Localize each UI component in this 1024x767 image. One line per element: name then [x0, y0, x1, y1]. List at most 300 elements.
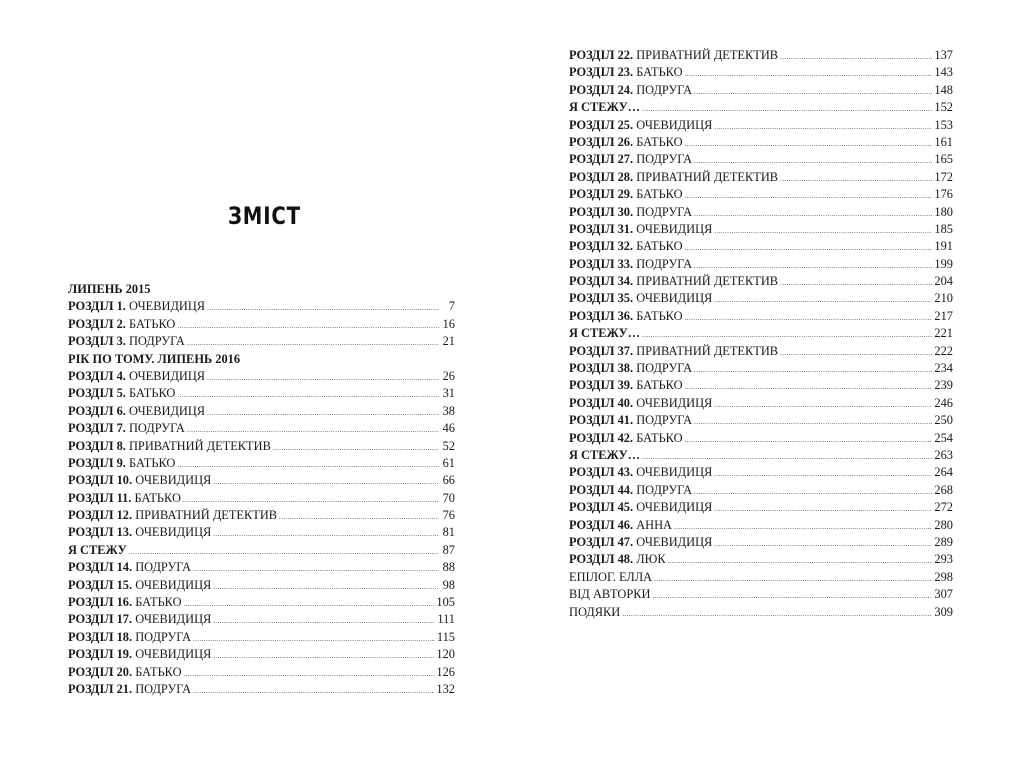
toc-entry-chapter: РОЗДІЛ 41. [569, 413, 634, 428]
toc-entry-label [569, 221, 712, 238]
toc-page-number: 46 [442, 421, 455, 436]
toc-page-number: 268 [934, 482, 953, 497]
toc-entry-label [68, 281, 150, 298]
toc-entry [68, 316, 455, 333]
toc-page-number: 293 [934, 552, 953, 567]
toc-entry-chapter: РОЗДІЛ 21. [68, 681, 133, 696]
toc-entry [569, 308, 953, 325]
toc-entry-label [569, 343, 778, 360]
toc-entry-label [569, 204, 692, 221]
toc-page-number: 98 [442, 577, 455, 592]
toc-entry-label [569, 464, 712, 481]
toc-entry [68, 664, 455, 681]
toc-page-number: 31 [442, 386, 455, 401]
toc-entry-label [569, 569, 652, 586]
toc-page-number: 280 [934, 517, 953, 532]
toc-entry-label [68, 559, 191, 576]
toc-dot-leader [668, 553, 933, 570]
toc-entry [68, 490, 455, 507]
toc-entry-chapter: Я СТЕЖУ… [569, 100, 641, 115]
toc-entry [68, 507, 455, 524]
toc-entry [569, 273, 953, 290]
toc-entry-label [68, 438, 271, 455]
toc-dot-leader [685, 310, 933, 327]
toc-dot-leader [193, 683, 434, 700]
toc-entry [569, 186, 953, 203]
toc-entry-label [569, 117, 712, 134]
toc-entry-label [569, 534, 712, 551]
toc-entry-title: АННА [633, 517, 672, 532]
toc-dot-leader [714, 536, 932, 553]
toc-entry-label [569, 499, 712, 516]
toc-entry-title: ЛЮК [633, 552, 666, 567]
toc-entry-chapter: РОЗДІЛ 20. [68, 664, 133, 679]
toc-entry-title: БАТЬКО [125, 386, 176, 401]
toc-dot-leader [207, 370, 439, 387]
toc-entry-title: ПОДРУГА [633, 361, 693, 376]
toc-entry-label [68, 507, 277, 524]
toc-entry-label [569, 430, 683, 447]
toc-page-number: 204 [934, 274, 953, 289]
toc-entry-chapter: Я СТЕЖУ… [569, 447, 641, 462]
toc-entry-label [569, 360, 692, 377]
toc-entry-title: ПРИВАТНИЙ ДЕТЕКТИВ [633, 169, 779, 184]
toc-dot-leader [652, 588, 932, 605]
toc-page-number: 199 [934, 256, 953, 271]
toc-page-number: 16 [442, 316, 455, 331]
toc-entry-title: БАТЬКО [125, 455, 176, 470]
toc-entry-label [68, 577, 211, 594]
toc-entry-title: ОЧЕВИДИЦЯ [633, 221, 713, 236]
toc-entry-label [569, 256, 692, 273]
toc-entry-title: ОЧЕВИДИЦЯ [132, 612, 212, 627]
toc-page-number: 88 [442, 560, 455, 575]
toc-entry-chapter: РОЗДІЛ 22. [569, 48, 634, 62]
toc-entry-title: БАТЬКО [633, 308, 683, 323]
toc-entry-chapter: РОЗДІЛ 7. [68, 421, 126, 436]
toc-entry-chapter: РОЗДІЛ 29. [569, 187, 634, 202]
toc-page-number: 137 [934, 48, 953, 62]
toc-dot-leader [685, 66, 933, 83]
toc-entry-title: ВІД АВТОРКИ [569, 587, 651, 602]
toc-section-heading [68, 351, 455, 368]
toc-dot-leader [213, 579, 439, 596]
toc-entry-chapter: РОЗДІЛ 2. [68, 316, 126, 331]
toc-page-number: 185 [934, 221, 953, 236]
toc-dot-leader [685, 379, 933, 396]
toc-entry [569, 586, 953, 603]
toc-entry-title: ПОДРУГА [633, 152, 693, 167]
toc-entry-chapter: РОЗДІЛ 6. [68, 403, 126, 418]
toc-entry-chapter: Я СТЕЖУ [68, 542, 127, 557]
toc-dot-leader [780, 345, 932, 362]
toc-page-number: 38 [442, 403, 455, 418]
toc-dot-leader [685, 188, 933, 205]
toc-entry-title: ОЧЕВИДИЦЯ [633, 500, 713, 515]
toc-entry-title: БАТЬКО [132, 664, 182, 679]
toc-dot-leader [694, 414, 932, 431]
toc-entry [569, 64, 953, 81]
toc-entry [569, 360, 953, 377]
toc-entry-label [569, 134, 683, 151]
toc-entry-title: ПОДРУГА [633, 204, 693, 219]
toc-page-number: 153 [934, 117, 953, 132]
toc-entry-chapter: РОЗДІЛ 12. [68, 508, 133, 523]
toc-entry [68, 611, 455, 628]
toc-entry-title: БАТЬКО [633, 430, 683, 445]
toc-entry [569, 343, 953, 360]
toc-entry [569, 117, 953, 134]
toc-entry-label [569, 151, 692, 168]
toc-entry-label [569, 308, 683, 325]
toc-entry-label [569, 169, 778, 186]
toc-page-number: 26 [442, 368, 455, 383]
toc-dot-leader [685, 432, 933, 449]
toc-entry [68, 403, 455, 420]
toc-dot-leader [714, 397, 932, 414]
toc-entry-title: ПОДРУГА [633, 256, 693, 271]
toc-dot-leader [273, 440, 439, 457]
toc-page-number: 165 [934, 152, 953, 167]
toc-entry-chapter: Я СТЕЖУ… [569, 326, 641, 341]
toc-entry [569, 604, 953, 621]
toc-dot-leader [780, 49, 932, 66]
toc-page-number: 234 [934, 361, 953, 376]
toc-entry-label [68, 385, 175, 402]
toc-entry-chapter: РОЗДІЛ 40. [569, 395, 634, 410]
toc-entry-label [68, 351, 240, 368]
toc-page-number: 52 [442, 438, 455, 453]
toc-entry-chapter: РОЗДІЛ 45. [569, 500, 634, 515]
toc-list-left [68, 281, 455, 698]
toc-entry-title: ОЧЕВИДИЦЯ [633, 291, 713, 306]
toc-page-number: 81 [442, 525, 455, 540]
toc-dot-leader [213, 526, 439, 543]
toc-dot-leader [714, 292, 932, 309]
toc-entry [68, 298, 455, 315]
toc-page-number: 7 [448, 299, 455, 314]
toc-entry-chapter: РОЗДІЛ 8. [68, 438, 126, 453]
toc-entry-label [569, 47, 778, 64]
toc-entry [569, 47, 953, 64]
toc-entry-title: БАТЬКО [633, 239, 683, 254]
toc-entry [569, 447, 953, 464]
toc-entry [68, 542, 455, 559]
toc-entry [68, 455, 455, 472]
toc-dot-leader [685, 136, 933, 153]
toc-entry-chapter: РОЗДІЛ 33. [569, 256, 634, 271]
toc-entry-title: БАТЬКО [633, 65, 683, 80]
toc-entry-label [569, 482, 692, 499]
toc-entry-chapter: РОЗДІЛ 25. [569, 117, 634, 132]
toc-dot-leader [694, 84, 932, 101]
toc-entry-label [569, 64, 683, 81]
toc-entry-label [68, 333, 185, 350]
toc-entry-chapter: РОЗДІЛ 38. [569, 361, 634, 376]
toc-dot-leader [622, 606, 932, 623]
toc-entry-chapter: РОЗДІЛ 28. [569, 169, 634, 184]
toc-entry [569, 569, 953, 586]
toc-page-number: 126 [436, 664, 455, 679]
toc-entry-label [68, 472, 211, 489]
toc-dot-leader [193, 631, 435, 648]
toc-dot-leader [213, 648, 434, 665]
toc-entry [569, 551, 953, 568]
toc-entry-label [569, 99, 640, 116]
toc-entry-chapter: РОЗДІЛ 1. [68, 299, 126, 314]
toc-entry-title: ПРИВАТНИЙ ДЕТЕКТИВ [132, 508, 278, 523]
toc-entry-title: ПОДРУГА [633, 82, 693, 97]
toc-entry-label [68, 664, 182, 681]
toc-entry [68, 681, 455, 698]
toc-entry-title: ПРИВАТНИЙ ДЕТЕКТИВ [633, 48, 779, 62]
toc-entry [68, 559, 455, 576]
toc-entry [569, 482, 953, 499]
toc-page-number: 61 [442, 455, 455, 470]
toc-entry-title: ПОДРУГА [132, 560, 192, 575]
toc-entry-chapter: РОЗДІЛ 4. [68, 368, 126, 383]
toc-entry [68, 629, 455, 646]
toc-entry-title: ПОДРУГА [125, 334, 185, 349]
toc-entry-label [68, 681, 191, 698]
toc-entry [569, 82, 953, 99]
toc-page-number: 70 [442, 490, 455, 505]
toc-dot-leader [694, 362, 932, 379]
toc-entry-chapter: РОЗДІЛ 14. [68, 560, 133, 575]
toc-entry-title: ПОДРУГА [132, 629, 192, 644]
toc-page-number: 307 [934, 587, 953, 602]
toc-section-heading [68, 281, 455, 298]
toc-page-number: 115 [436, 629, 455, 644]
toc-entry [569, 290, 953, 307]
toc-entry-label [569, 604, 620, 621]
toc-entry [68, 438, 455, 455]
toc-dot-leader [213, 474, 439, 491]
toc-entry-title: ОЧЕВИДИЦЯ [125, 299, 206, 314]
toc-dot-leader [714, 466, 932, 483]
toc-entry-chapter: РОЗДІЛ 9. [68, 455, 126, 470]
toc-entry [569, 412, 953, 429]
toc-page-number: 210 [934, 291, 953, 306]
toc-entry [569, 464, 953, 481]
toc-entry-label [569, 551, 666, 568]
toc-dot-leader [780, 275, 932, 292]
toc-entry-label [569, 273, 778, 290]
toc-page-number: 87 [442, 542, 455, 557]
toc-entry-label [569, 325, 640, 342]
toc-page-number: 239 [934, 378, 953, 393]
toc-entry-title: БАТЬКО [633, 187, 683, 202]
toc-page-number: 289 [934, 534, 953, 549]
toc-entry-label [569, 186, 683, 203]
toc-entry-title: ОЧЕВИДИЦЯ [132, 647, 212, 662]
toc-entry [68, 472, 455, 489]
toc-page-number: 309 [934, 604, 953, 619]
toc-entry [569, 134, 953, 151]
toc-entry-title: БАТЬКО [633, 134, 683, 149]
toc-entry [569, 517, 953, 534]
toc-dot-leader [184, 596, 435, 613]
toc-dot-leader [177, 457, 439, 474]
toc-dot-leader [207, 405, 439, 422]
toc-page-number: 246 [934, 395, 953, 410]
toc-entry-chapter: РОЗДІЛ 43. [569, 465, 634, 480]
toc-dot-leader [213, 613, 435, 630]
toc-entry-label [569, 447, 640, 464]
toc-entry [68, 385, 455, 402]
toc-entry-chapter: РОЗДІЛ 10. [68, 473, 133, 488]
toc-page-number: 191 [934, 239, 953, 254]
toc-entry-label [68, 368, 205, 385]
toc-entry-title: ПОДРУГА [633, 482, 693, 497]
toc-entry-label [569, 395, 712, 412]
toc-entry-title: ПОДЯКИ [569, 604, 621, 619]
toc-entry-title: БАТЬКО [132, 595, 182, 610]
toc-dot-leader [714, 223, 932, 240]
toc-entry-title: ОЧЕВИДИЦЯ [125, 403, 206, 418]
toc-entry-label [569, 586, 650, 603]
toc-entry [569, 395, 953, 412]
toc-entry [569, 238, 953, 255]
toc-entry-chapter: РОЗДІЛ 3. [68, 334, 126, 349]
toc-entry-title: ОЧЕВИДИЦЯ [633, 465, 713, 480]
toc-entry [569, 430, 953, 447]
toc-entry-label [68, 316, 175, 333]
toc-dot-leader [177, 318, 439, 335]
toc-list-right [569, 47, 953, 621]
toc-entry [569, 325, 953, 342]
toc-entry [569, 256, 953, 273]
toc-entry [68, 646, 455, 663]
toc-page-number: 105 [436, 595, 455, 610]
toc-entry-chapter: РОЗДІЛ 5. [68, 386, 126, 401]
toc-page-number: 254 [934, 430, 953, 445]
toc-entry-chapter: РОЗДІЛ 42. [569, 430, 634, 445]
toc-dot-leader [279, 509, 439, 526]
toc-entry-chapter: РОЗДІЛ 30. [569, 204, 634, 219]
toc-entry-label [68, 542, 127, 559]
toc-dot-leader [177, 387, 439, 404]
right-page [512, 0, 1024, 767]
toc-page-number: 263 [934, 447, 953, 462]
toc-entry-chapter: РОЗДІЛ 15. [68, 577, 133, 592]
toc-entry-label [68, 298, 205, 315]
toc-entry-title: ПОДРУГА [633, 413, 693, 428]
toc-dot-leader [193, 561, 439, 578]
toc-entry [569, 221, 953, 238]
toc-entry-label [569, 377, 683, 394]
toc-entry-chapter: РІК ПО ТОМУ. ЛИПЕНЬ 2016 [68, 351, 241, 366]
toc-dot-leader [685, 240, 933, 257]
toc-dot-leader [654, 571, 932, 588]
toc-entry-title: ОЧЕВИДИЦЯ [132, 473, 212, 488]
toc-entry [569, 204, 953, 221]
toc-entry-title: ЕПІЛОГ. ЕЛЛА [569, 569, 653, 584]
toc-entry-chapter: РОЗДІЛ 48. [569, 552, 634, 567]
toc-entry-title: ОЧЕВИДИЦЯ [125, 368, 206, 383]
toc-entry-label [569, 238, 683, 255]
toc-page-number: 172 [934, 169, 953, 184]
toc-entry-label [68, 490, 181, 507]
toc-entry-chapter: РОЗДІЛ 37. [569, 343, 634, 358]
toc-entry-chapter: РОЗДІЛ 31. [569, 221, 634, 236]
toc-entry-chapter: РОЗДІЛ 23. [569, 65, 634, 80]
page-title: ЗМІСТ [228, 202, 301, 230]
toc-entry-title: БАТЬКО [633, 378, 683, 393]
toc-entry-title: ОЧЕВИДИЦЯ [633, 395, 713, 410]
toc-page-number: 264 [934, 465, 953, 480]
toc-page-number: 250 [934, 413, 953, 428]
toc-entry-title: ПРИВАТНИЙ ДЕТЕКТИВ [125, 438, 271, 453]
toc-entry [569, 99, 953, 116]
toc-entry-chapter: РОЗДІЛ 18. [68, 629, 133, 644]
toc-entry [68, 577, 455, 594]
toc-dot-leader [184, 666, 435, 683]
toc-entry-chapter: РОЗДІЛ 17. [68, 612, 133, 627]
toc-entry [569, 534, 953, 551]
toc-entry-chapter: РОЗДІЛ 26. [569, 134, 634, 149]
toc-entry-chapter: РОЗДІЛ 46. [569, 517, 634, 532]
toc-entry-label [569, 290, 712, 307]
toc-entry-label [569, 517, 672, 534]
toc-entry-label [68, 611, 211, 628]
toc-entry-chapter: РОЗДІЛ 36. [569, 308, 634, 323]
toc-page-number: 176 [934, 187, 953, 202]
toc-entry [569, 151, 953, 168]
toc-entry-label [569, 82, 692, 99]
toc-entry-chapter: РОЗДІЛ 13. [68, 525, 133, 540]
toc-entry-label [68, 455, 175, 472]
toc-entry-chapter: РОЗДІЛ 35. [569, 291, 634, 306]
toc-entry-label [68, 420, 185, 437]
toc-entry-chapter: РОЗДІЛ 27. [569, 152, 634, 167]
toc-page-number: 21 [442, 334, 455, 349]
toc-entry-label [68, 646, 211, 663]
toc-entry [68, 368, 455, 385]
toc-page-number: 76 [442, 508, 455, 523]
toc-page-number: 222 [934, 343, 953, 358]
toc-dot-leader [780, 171, 932, 188]
toc-dot-leader [714, 501, 932, 518]
toc-entry-label [68, 524, 211, 541]
toc-page-number: 111 [437, 612, 455, 627]
toc-entry-label [569, 412, 692, 429]
toc-dot-leader [694, 484, 932, 501]
toc-entry-chapter: РОЗДІЛ 16. [68, 595, 133, 610]
toc-entry-label [68, 594, 182, 611]
toc-page-number: 148 [934, 82, 953, 97]
toc-entry-chapter: РОЗДІЛ 47. [569, 534, 634, 549]
toc-entry-chapter: РОЗДІЛ 11. [68, 490, 132, 505]
toc-dot-leader [207, 300, 439, 317]
toc-page-number: 217 [934, 308, 953, 323]
toc-page-number: 152 [934, 100, 953, 115]
toc-page-number: 272 [934, 500, 953, 515]
toc-page-number: 66 [442, 473, 455, 488]
toc-dot-leader [674, 519, 932, 536]
toc-dot-leader [714, 119, 932, 136]
toc-entry-title: ОЧЕВИДИЦЯ [132, 577, 212, 592]
toc-entry-title: БАТЬКО [131, 490, 181, 505]
toc-entry-chapter: РОЗДІЛ 39. [569, 378, 634, 393]
toc-page-number: 221 [934, 326, 953, 341]
toc-page-number: 161 [934, 134, 953, 149]
toc-entry [569, 499, 953, 516]
toc-entry [68, 420, 455, 437]
toc-page-number: 180 [934, 204, 953, 219]
toc-entry-title: ОЧЕВИДИЦЯ [132, 525, 212, 540]
toc-entry-title: ОЧЕВИДИЦЯ [633, 534, 713, 549]
